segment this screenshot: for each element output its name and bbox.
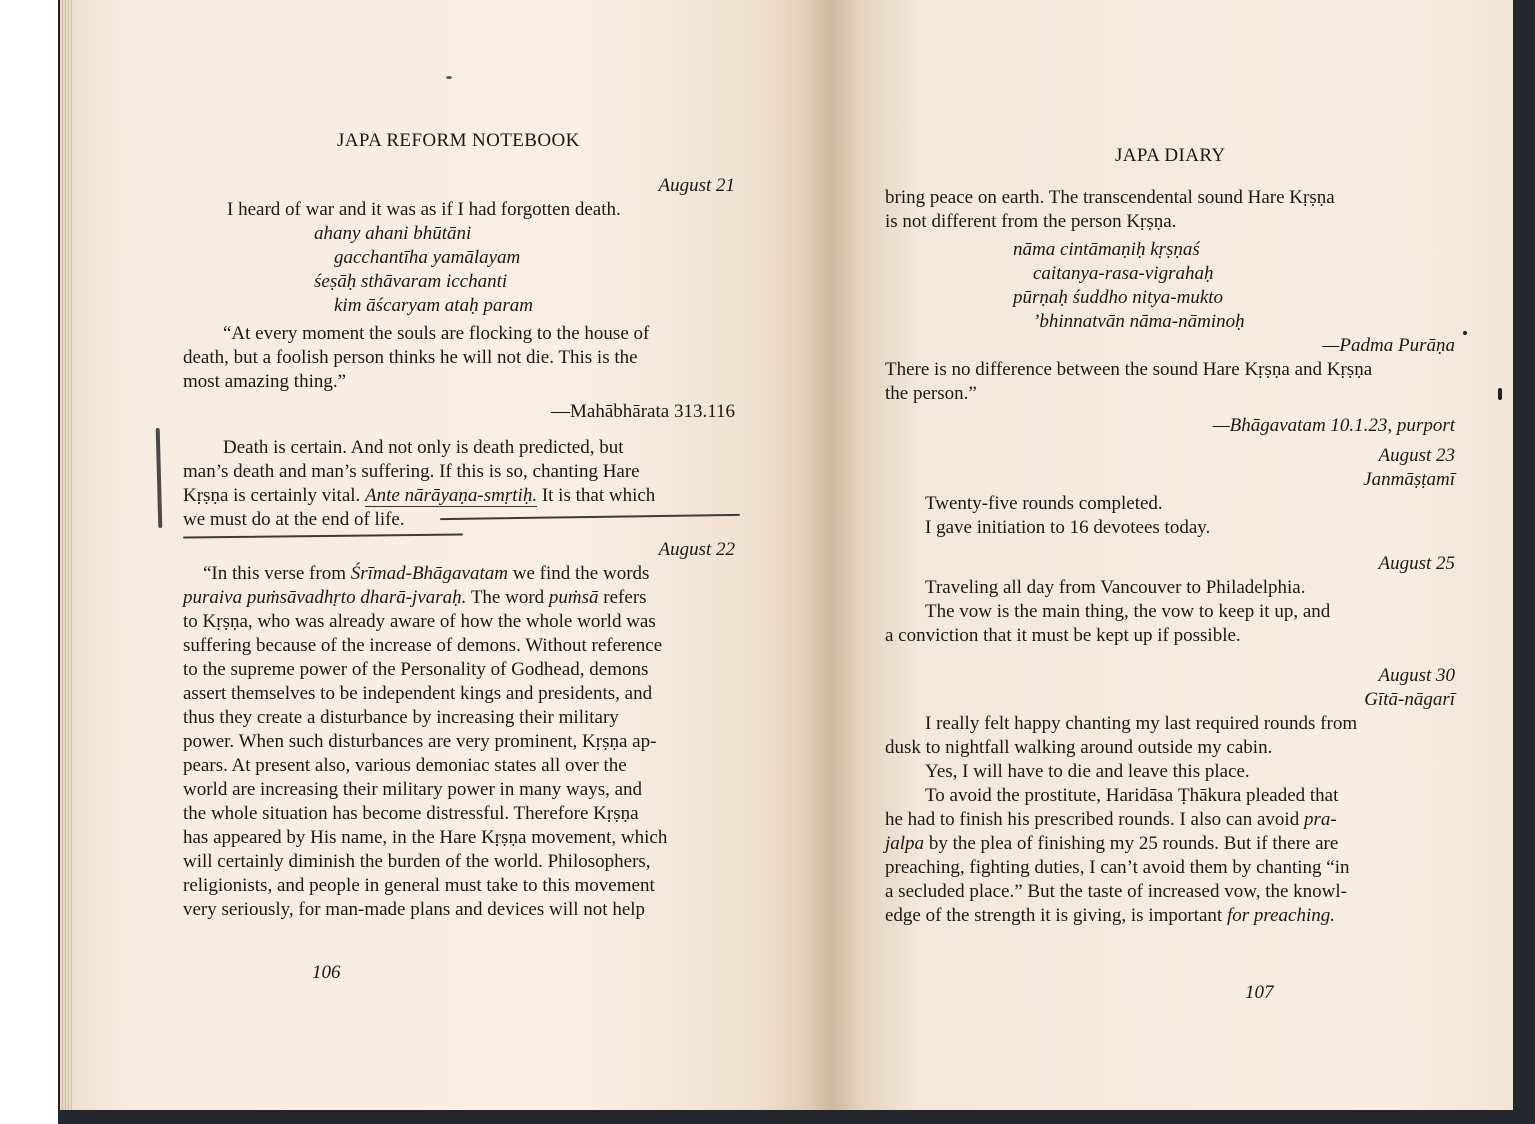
text-line: “In this verse from Śrīmad-Bhāgavatam we find the words: [203, 563, 650, 584]
entry-date: August 22: [658, 539, 735, 560]
text-line: has appeared by His name, in the Hare Kṛṣṇa movement, which: [183, 827, 668, 848]
verse-line: kim āścaryam ataḥ param: [334, 295, 533, 316]
text-line: suffering because of the increase of demons. Without reference: [183, 635, 663, 656]
text-line: Twenty-five rounds completed.: [925, 493, 1163, 514]
text-line: will certainly diminish the burden of the world. Philosophers,: [183, 851, 651, 872]
verse-line: śeṣāḥ sthāvaram icchanti: [314, 271, 508, 292]
text-line: he had to finish his prescribed rounds. I also can avoid pra-: [885, 809, 1337, 830]
entry-date: August 25: [1378, 553, 1455, 574]
text-line: bring peace on earth. The transcendental sound Hare Kṛṣṇa: [885, 187, 1335, 208]
left-running-header: JAPA REFORM NOTEBOOK: [337, 130, 580, 151]
ink-speck: [1463, 331, 1467, 335]
text-line: the person.”: [885, 383, 977, 404]
text-line: world are increasing their military power in many ways, and: [183, 779, 643, 800]
text-line: Death is certain. And not only is death predicted, but: [223, 437, 624, 458]
left-page-number: 106: [312, 962, 341, 983]
text-line: man’s death and man’s suffering. If this is so, chanting Hare: [183, 461, 640, 482]
entry-place: Janmāṣṭamī: [1363, 469, 1455, 490]
text-line: Traveling all day from Vancouver to Philadelphia.: [925, 577, 1306, 598]
text-line: a secluded place.” But the taste of increased vow, the knowl-: [885, 881, 1347, 902]
entry-date: August 30: [1378, 665, 1455, 686]
page-edges: [60, 0, 72, 1110]
text-line: to the supreme power of the Personality of Godhead, demons: [183, 659, 649, 680]
text-line: jalpa by the plea of finishing my 25 rounds. But if there are: [885, 833, 1339, 854]
text-line: to Kṛṣṇa, who was already aware of how the whole world was: [183, 611, 656, 632]
citation: —Mahābhārata 313.116: [551, 401, 735, 422]
entry-date: August 21: [658, 175, 735, 196]
text-line: assert themselves to be independent kings and presidents, and: [183, 683, 653, 704]
verse-line: ’bhinnatvān nāma-nāminoḥ: [1033, 311, 1245, 332]
verse-line: nāma cintāmaṇiḥ kṛṣṇaś: [1013, 239, 1200, 260]
left-page-text: [183, 174, 735, 922]
verse-line: caitanya-rasa-vigrahaḥ: [1033, 263, 1214, 284]
text-line: Yes, I will have to die and leave this place.: [925, 761, 1250, 782]
text-line: I heard of war and it was as if I had forgotten death.: [227, 199, 621, 220]
right-running-header: JAPA DIARY: [1115, 145, 1226, 166]
text-line: The vow is the main thing, the vow to keep it up, and: [925, 601, 1331, 622]
text-line: pears. At present also, various demoniac states all over the: [183, 755, 627, 776]
text-line: thus they create a disturbance by increasing their military: [183, 707, 619, 728]
quote-line: most amazing thing.”: [183, 371, 347, 392]
text-line: edge of the strength it is giving, is important for preaching.: [885, 905, 1335, 926]
citation: —Padma Purāṇa: [1322, 335, 1455, 356]
text-line: There is no difference between the sound Hare Kṛṣṇa and Kṛṣṇa: [885, 359, 1373, 380]
text-line: preaching, fighting duties, I can’t avoid them by chanting “in: [885, 857, 1350, 878]
ink-speck: [446, 76, 452, 79]
text-line: is not different from the person Kṛṣṇa.: [885, 211, 1177, 232]
quote-line: death, but a foolish person thinks he will not die. This is the: [183, 347, 638, 368]
text-line: dusk to nightfall walking around outside my cabin.: [885, 737, 1273, 758]
text-line: puraiva puṁsāvadhṛto dharā-jvaraḥ. The word puṁsā refers: [183, 587, 647, 608]
right-page-number: 107: [1245, 982, 1274, 1003]
text-line: I gave initiation to 16 devotees today.: [925, 517, 1211, 538]
verse-line: pūrṇaḥ śuddho nitya-mukto: [1013, 287, 1224, 308]
text-line: To avoid the prostitute, Haridāsa Ṭhākura pleaded that: [925, 785, 1339, 806]
quote-line: “At every moment the souls are flocking to the house of: [223, 323, 650, 344]
text-line: a conviction that it must be kept up if possible.: [885, 625, 1241, 646]
text-line: I really felt happy chanting my last required rounds from: [925, 713, 1358, 734]
verse-line: gacchantīha yamālayam: [334, 247, 521, 268]
text-line: religionists, and people in general must take to this movement: [183, 875, 655, 896]
entry-date: August 23: [1378, 445, 1455, 466]
ink-speck: [1498, 388, 1502, 400]
right-page-text: [885, 186, 1455, 928]
entry-place: Gītā-nāgarī: [1364, 689, 1455, 710]
text-line: we must do at the end of life.: [183, 509, 405, 530]
text-line: the whole situation has become distressful. Therefore Kṛṣṇa: [183, 803, 639, 824]
citation: —Bhāgavatam 10.1.23, purport: [1212, 415, 1455, 436]
text-line: very seriously, for man-made plans and devices will not help: [183, 899, 646, 920]
text-line: Kṛṣṇa is certainly vital. Ante nārāyaṇa-smṛtiḥ. It is that which: [183, 485, 656, 506]
text-line: power. When such disturbances are very prominent, Kṛṣṇa ap-: [183, 731, 657, 752]
verse-line: ahany ahani bhūtāni: [314, 223, 472, 244]
